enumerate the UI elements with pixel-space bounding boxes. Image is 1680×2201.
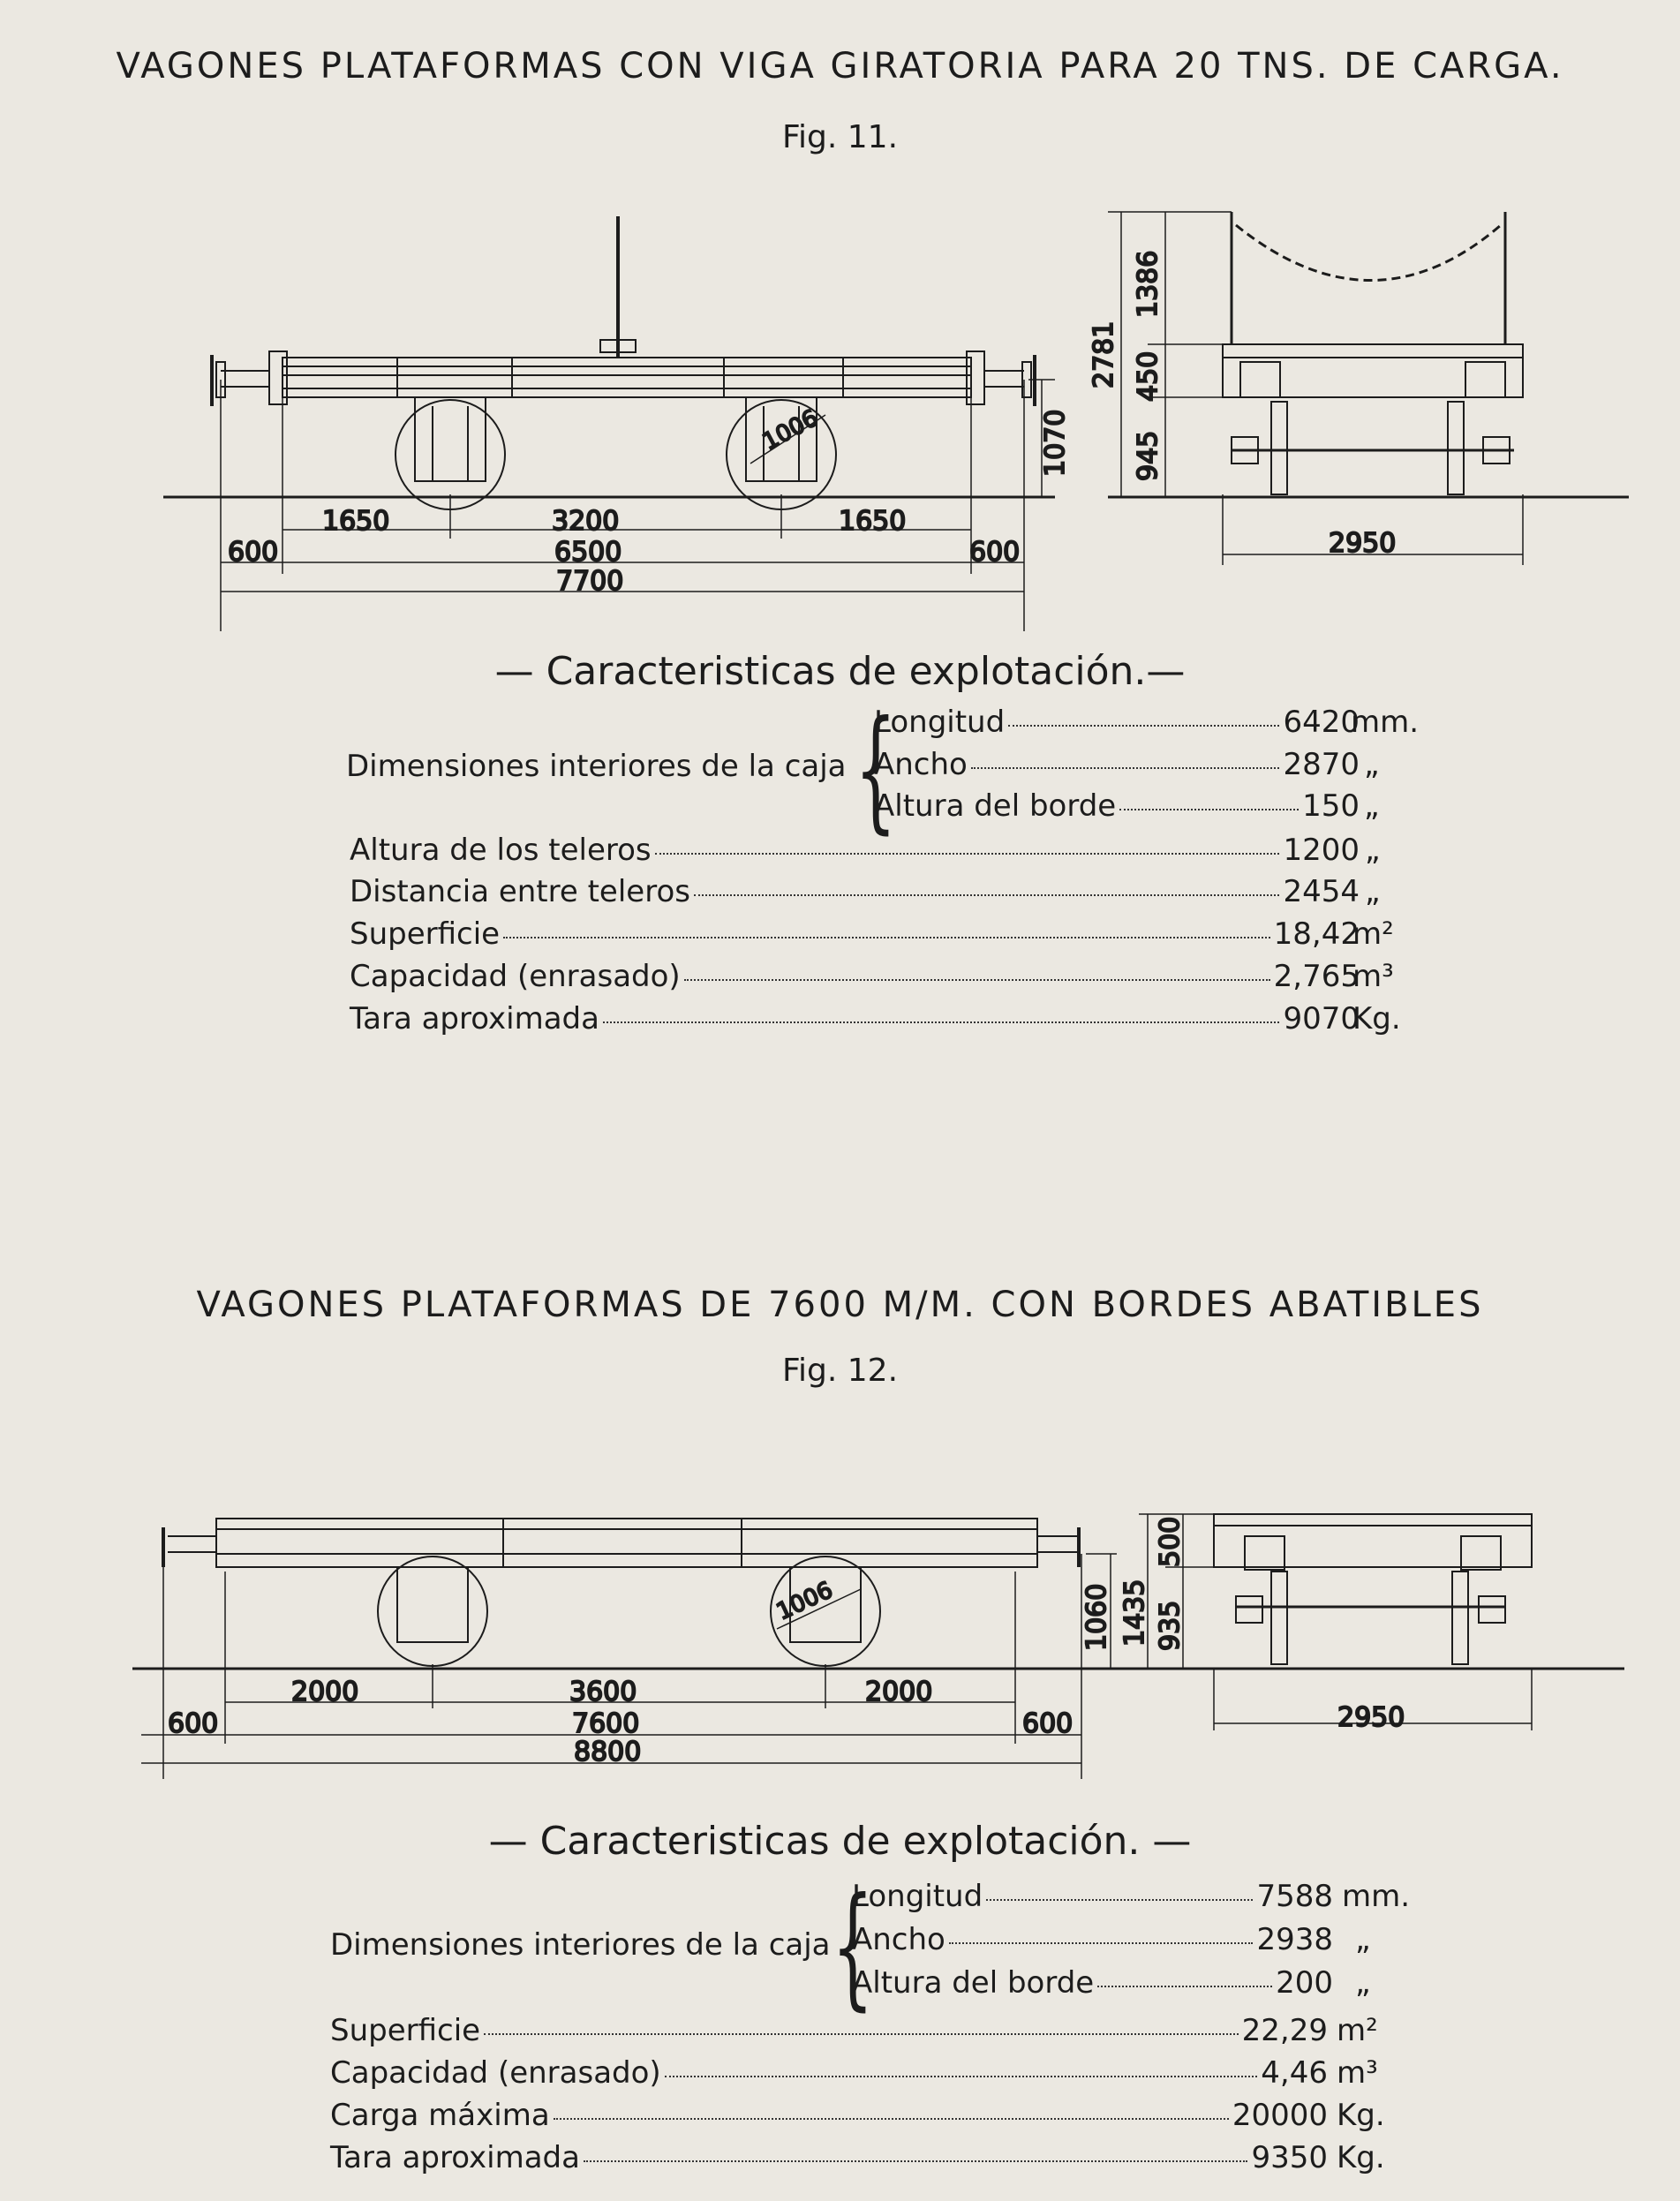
fig12-dim-600-left: 600 <box>168 1708 219 1739</box>
section2-heading: — Caracteristicas de explotación. — <box>488 1819 1192 1864</box>
fig12-dim-3600: 3600 <box>569 1677 637 1707</box>
section1-figure-label: Fig. 11. <box>781 119 899 155</box>
fig12-side-view <box>163 1519 1079 1666</box>
fig12-dim-2000-left: 2000 <box>291 1677 359 1707</box>
section2-spec-row: Tara aproximada 9350 Kg. <box>330 2140 1385 2175</box>
fig11-side-view <box>212 216 1035 509</box>
fig11-dim-1650-left: 1650 <box>322 506 390 537</box>
fig12-dim-7600: 7600 <box>572 1708 640 1739</box>
fig11-dim-1386: 1386 <box>1133 250 1164 318</box>
section2-spec-row: Capacidad (enrasado) 4,46 m³ <box>330 2055 1378 2091</box>
fig11-drawing <box>0 194 1680 636</box>
section2-brace: { <box>832 1870 874 2024</box>
section1-heading: — Caracteristicas de explotación.— <box>494 649 1186 694</box>
section1-group-label: Dimensiones interiores de la caja <box>346 749 847 784</box>
fig12-dim-8800: 8800 <box>574 1737 642 1768</box>
fig11-dim-3200: 3200 <box>552 506 620 537</box>
section1-group-row: Altura del borde 150 „ <box>874 788 1380 824</box>
fig11-dim-6500: 6500 <box>554 537 622 568</box>
fig12-dim-2000-right: 2000 <box>865 1677 933 1707</box>
section1-brace: { <box>855 693 897 847</box>
fig11-dim-450: 450 <box>1133 351 1164 402</box>
fig11-wheel-diameter: 1006 <box>758 404 823 456</box>
fig12-dim-935: 935 <box>1155 1600 1186 1651</box>
fig11-dim-2781: 2781 <box>1089 320 1119 388</box>
fig11-dim-7700: 7700 <box>556 566 624 597</box>
fig11-dim-600-right: 600 <box>969 537 1021 568</box>
fig11-end-view <box>1108 212 1629 497</box>
section2-figure-label: Fig. 12. <box>781 1353 899 1389</box>
section1-title: VAGONES PLATAFORMAS CON VIGA GIRATORIA PARA 20 TNS. DE CARGA. <box>116 46 1564 87</box>
section1-spec-row: Capacidad (enrasado) 2,765 m³ <box>350 959 1394 994</box>
section1-spec-row: Superficie 18,42 m² <box>350 916 1394 952</box>
fig11-dim-1650-right: 1650 <box>839 506 907 537</box>
section1-group-row: Ancho 2870 „ <box>874 747 1380 782</box>
section2-group-row: Altura del borde 200 „ <box>852 1965 1371 2001</box>
section2-spec-row: Carga máxima 20000 Kg. <box>330 2098 1385 2133</box>
fig12-dim-600-right: 600 <box>1022 1708 1074 1739</box>
fig12-end-view <box>1214 1514 1532 1664</box>
fig11-dim-2950: 2950 <box>1329 528 1397 559</box>
fig11-dim-1070: 1070 <box>1040 409 1071 477</box>
fig12-dim-1435: 1435 <box>1119 1579 1150 1647</box>
fig12-dim-500: 500 <box>1155 1516 1186 1567</box>
section2-group-row: Longitud 7588 mm. <box>852 1879 1411 1914</box>
fig12-dim-1060: 1060 <box>1081 1583 1112 1651</box>
fig11-dim-945: 945 <box>1133 430 1164 481</box>
section1-spec-row: Distancia entre teleros 2454 „ <box>350 874 1381 909</box>
section1-spec-row: Tara aproximada 9070 Kg. <box>350 1001 1401 1036</box>
fig12-drawing <box>0 1483 1680 1792</box>
section2-group-row: Ancho 2938 „ <box>852 1922 1371 1957</box>
section1-spec-row: Altura de los teleros 1200 „ <box>350 833 1381 868</box>
section2-spec-row: Superficie 22,29 m² <box>330 2013 1378 2048</box>
section2-title: VAGONES PLATAFORMAS DE 7600 M/M. CON BORDES ABATIBLES <box>196 1285 1484 1325</box>
section2-group-label: Dimensiones interiores de la caja <box>330 1927 831 1963</box>
section1-group-row: Longitud 6420 mm. <box>874 705 1420 740</box>
fig12-dim-2950: 2950 <box>1337 1702 1405 1733</box>
fig12-wheel-diameter: 1006 <box>772 1577 837 1626</box>
fig11-dim-600-left: 600 <box>228 537 279 568</box>
